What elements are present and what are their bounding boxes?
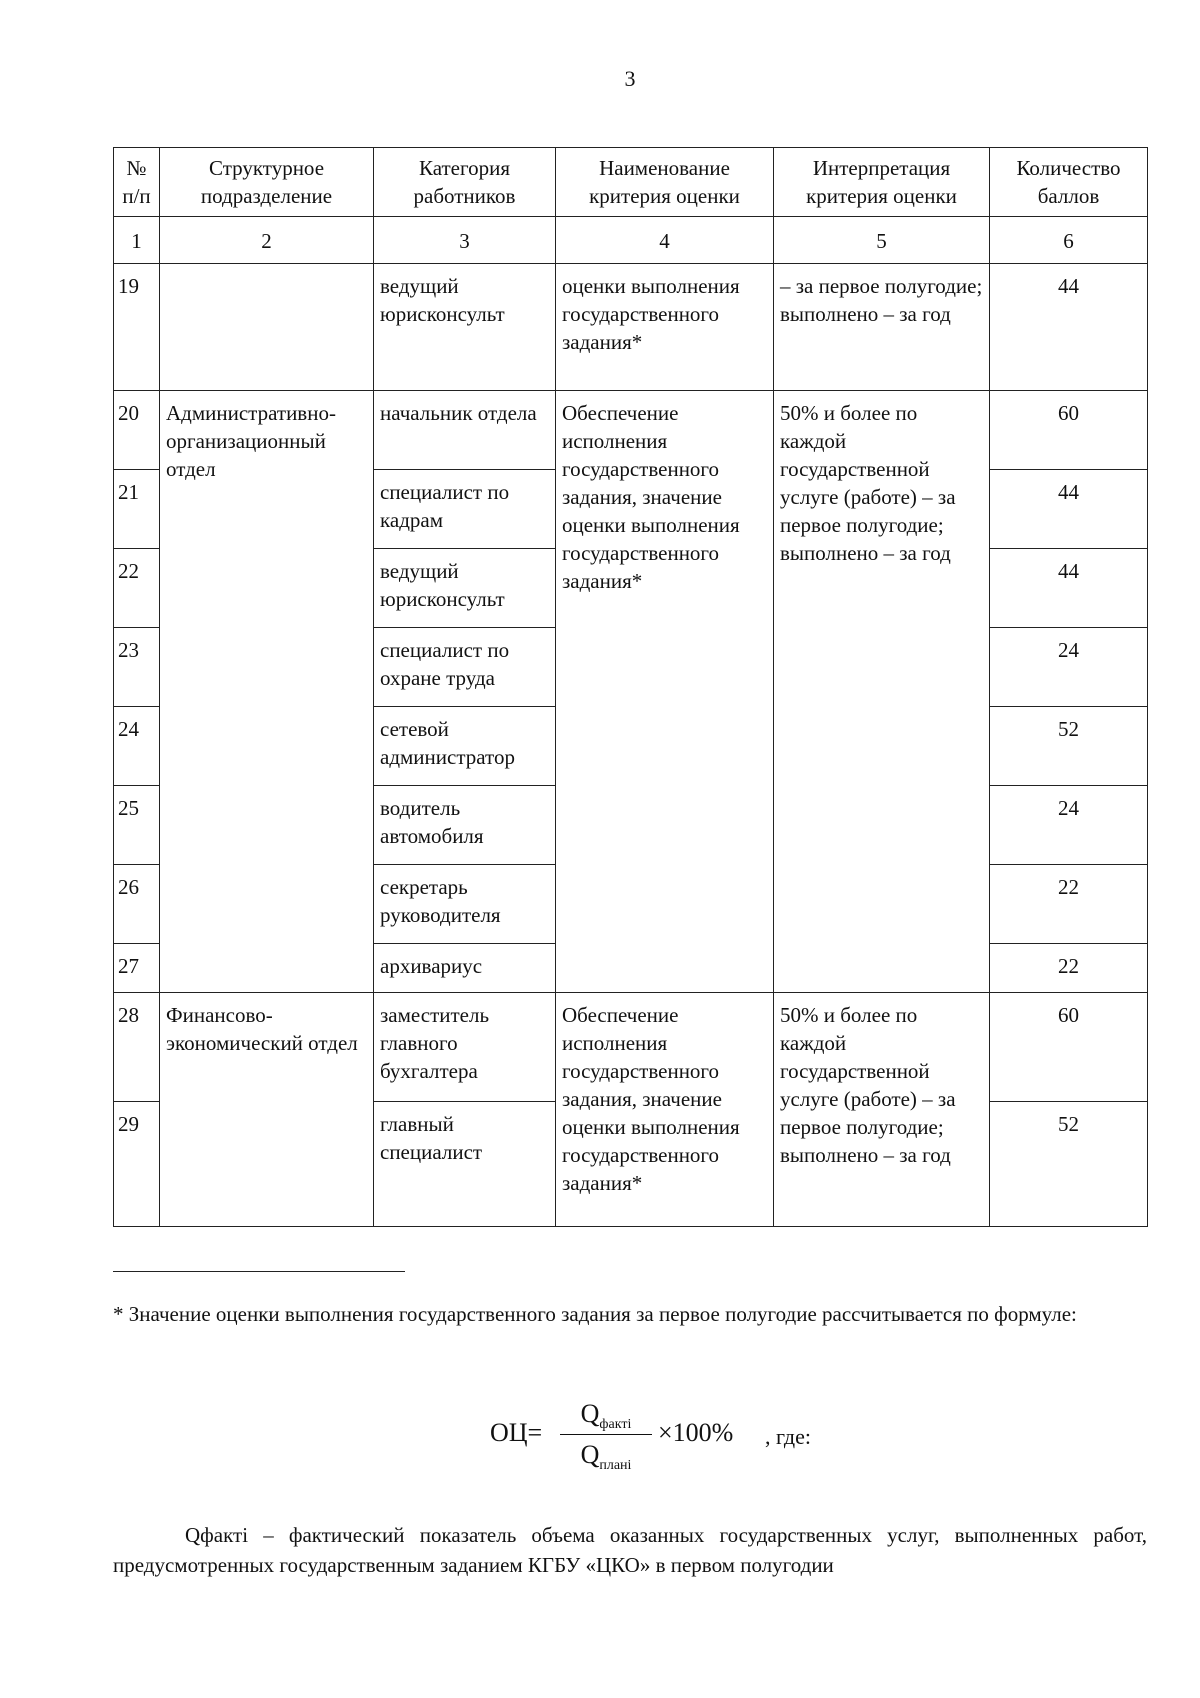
row-number: 27 xyxy=(114,944,160,993)
header-cell: Структурное подразделение xyxy=(160,148,374,217)
points-cell: 22 xyxy=(990,944,1148,993)
points-cell: 44 xyxy=(990,549,1148,628)
header-cell: Наименование критерия оценки xyxy=(556,148,774,217)
row-number: 21 xyxy=(114,470,160,549)
row-number: 25 xyxy=(114,786,160,865)
points-cell: 52 xyxy=(990,1102,1148,1227)
column-number: 1 xyxy=(114,217,160,264)
category-cell: ведущий юрисконсульт xyxy=(374,549,556,628)
column-number: 5 xyxy=(774,217,990,264)
category-cell: секретарь руководителя xyxy=(374,865,556,944)
criteria-table xyxy=(113,147,1148,1227)
column-number: 2 xyxy=(160,217,374,264)
formula-rhs: ×100% xyxy=(658,1418,734,1447)
row-number: 29 xyxy=(114,1102,160,1227)
row-number: 20 xyxy=(114,391,160,470)
header-cell: Интерпретация критерия оценки xyxy=(774,148,990,217)
category-cell: начальник отдела xyxy=(374,391,556,470)
page-number: 3 xyxy=(624,66,636,91)
department-cell xyxy=(160,264,374,391)
row-number: 24 xyxy=(114,707,160,786)
category-cell: специалист по охране труда xyxy=(374,628,556,707)
row-number: 28 xyxy=(114,993,160,1102)
interpretation-cell: 50% и более по каждой государственной услуге (работе) – за первое полугодие; выполнено – за год xyxy=(774,391,990,993)
interpretation-cell: – за первое полугодие; выполнено – за год xyxy=(774,264,990,391)
header-cell: № п/п xyxy=(114,148,160,217)
definition-paragraph: Qфакті – фактический показатель объема оказанных государственных услуг, выполненных работ, предусмотренных государственным заданием КГБУ «ЦКО» в первом полугодии xyxy=(113,1523,1147,1577)
header-row xyxy=(114,148,1148,217)
formula-lhs: ОЦ= xyxy=(490,1418,543,1447)
row-number: 23 xyxy=(114,628,160,707)
interpretation-cell: 50% и более по каждой государственной услуге (работе) – за первое полугодие; выполнено – за год xyxy=(774,993,990,1227)
table-row xyxy=(114,391,1148,470)
criterion-cell: Обеспечение исполнения государственного задания, значение оценки выполнения государственного задания* xyxy=(556,993,774,1227)
row-number: 22 xyxy=(114,549,160,628)
header-cell: Категория работников xyxy=(374,148,556,217)
points-cell: 24 xyxy=(990,628,1148,707)
points-cell: 60 xyxy=(990,391,1148,470)
category-cell: главный специалист xyxy=(374,1102,556,1227)
header-cell: Количество баллов xyxy=(990,148,1148,217)
footnote: * Значение оценки выполнения государственного задания за первое полугодие рассчитывается по формуле: xyxy=(113,1302,1077,1326)
criterion-cell: Обеспечение исполнения государственного задания, значение оценки выполнения государственного задания* xyxy=(556,391,774,993)
points-cell: 60 xyxy=(990,993,1148,1102)
row-number: 19 xyxy=(114,264,160,391)
category-cell: сетевой администратор xyxy=(374,707,556,786)
formula-numerator: $Q_{факті}$ xyxy=(580,1399,632,1433)
footnote-divider xyxy=(113,1271,405,1272)
column-number-row xyxy=(114,217,1148,264)
criterion-cell: оценки выполнения государственного задания* xyxy=(556,264,774,391)
department-cell: Финансово-экономический отдел xyxy=(160,993,374,1227)
points-cell: 24 xyxy=(990,786,1148,865)
table-row xyxy=(114,993,1148,1102)
fraction-bar xyxy=(560,1434,652,1435)
category-cell: специалист по кадрам xyxy=(374,470,556,549)
column-number: 4 xyxy=(556,217,774,264)
department-cell: Административно-организационный отдел xyxy=(160,391,374,993)
column-number: 3 xyxy=(374,217,556,264)
points-cell: 44 xyxy=(990,264,1148,391)
row-number: 26 xyxy=(114,865,160,944)
formula-where: , где: xyxy=(765,1424,811,1449)
formula-fraction xyxy=(560,1396,652,1473)
table-row xyxy=(114,264,1148,391)
column-number: 6 xyxy=(990,217,1148,264)
formula-denominator: $Q_{плані}$ xyxy=(580,1440,632,1474)
points-cell: 22 xyxy=(990,865,1148,944)
points-cell: 44 xyxy=(990,470,1148,549)
category-cell: архивариус xyxy=(374,944,556,993)
category-cell: водитель автомобиля xyxy=(374,786,556,865)
category-cell: ведущий юрисконсульт xyxy=(374,264,556,391)
points-cell: 52 xyxy=(990,707,1148,786)
category-cell: заместитель главного бухгалтера xyxy=(374,993,556,1102)
formula xyxy=(490,1396,890,1476)
